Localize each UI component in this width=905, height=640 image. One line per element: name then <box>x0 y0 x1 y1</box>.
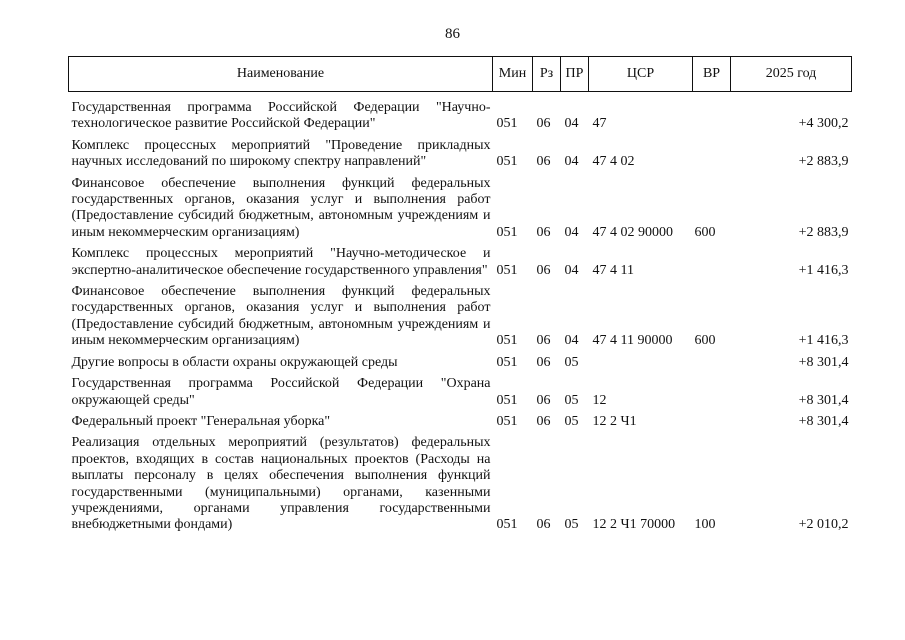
header-rz: Рз <box>533 57 561 92</box>
row-vr: 600 <box>694 224 716 240</box>
table-header <box>69 57 852 92</box>
row-csr <box>589 355 693 376</box>
row-csr: 12 2 Ч1 70000 <box>592 517 676 533</box>
row-csr: 12 2 Ч1 <box>592 413 637 429</box>
row-vr <box>693 376 731 414</box>
row-rz: 06 <box>536 262 551 278</box>
row-min: 051 <box>496 154 518 170</box>
table-row <box>69 435 852 538</box>
row-min: 051 <box>496 413 518 429</box>
header-csr: ЦСР <box>589 57 693 92</box>
row-min: 051 <box>496 354 518 370</box>
table-row <box>69 176 852 247</box>
row-csr: 47 4 02 <box>592 154 635 170</box>
row-pr: 05 <box>564 392 579 408</box>
budget-table <box>68 56 852 539</box>
row-min: 051 <box>496 333 518 349</box>
row-rz: 06 <box>536 413 551 429</box>
row-rz: 06 <box>536 154 551 170</box>
row-vr: 100 <box>694 517 716 533</box>
table-body <box>69 92 852 539</box>
header-min: Мин <box>493 57 533 92</box>
table-row <box>69 138 852 176</box>
row-rz: 06 <box>536 392 551 408</box>
row-pr: 04 <box>564 333 579 349</box>
row-min: 051 <box>496 517 518 533</box>
row-rz: 06 <box>536 354 551 370</box>
row-name: Реализация отдельных мероприятий (результатов) федеральных проектов, входящих в состав национальных проектов (Расходы на выплаты персоналу в целях обеспечения выполнения функций государственными (муниципальными) органами, казенными учреждениями, органами управления государственными внебюджетными фондами) <box>71 435 491 533</box>
row-vr <box>693 355 731 376</box>
row-pr: 04 <box>564 116 579 132</box>
row-amount: +8 301,4 <box>798 354 849 370</box>
table-row <box>69 355 852 376</box>
row-name: Комплекс процессных мероприятий "Проведение прикладных научных исследований по широкому спектру направлений" <box>71 137 491 170</box>
row-amount: +1 416,3 <box>798 262 849 278</box>
header-vr: ВР <box>693 57 731 92</box>
table-row <box>69 92 852 138</box>
row-rz: 06 <box>536 116 551 132</box>
table-row <box>69 246 852 284</box>
row-min: 051 <box>496 116 518 132</box>
header-year: 2025 год <box>731 57 852 92</box>
row-vr <box>693 92 731 138</box>
row-pr: 04 <box>564 154 579 170</box>
row-min: 051 <box>496 392 518 408</box>
row-name: Другие вопросы в области охраны окружающей среды <box>71 354 398 370</box>
row-pr: 05 <box>564 354 579 370</box>
row-pr: 04 <box>564 262 579 278</box>
row-amount: +8 301,4 <box>798 413 849 429</box>
row-vr <box>693 246 731 284</box>
row-name: Государственная программа Российской Федерации "Научно-технологическое развитие Российской Федерации" <box>71 100 491 132</box>
row-rz: 06 <box>536 333 551 349</box>
header-name: Наименование <box>69 57 493 92</box>
row-name: Государственная программа Российской Федерации "Охрана окружающей среды" <box>71 376 491 408</box>
row-amount: +1 416,3 <box>798 333 849 349</box>
row-rz: 06 <box>536 517 551 533</box>
row-csr: 47 4 02 90000 <box>592 224 673 240</box>
row-name: Комплекс процессных мероприятий "Научно-методическое и экспертно-аналитическое обеспечение государственного управления" <box>71 246 491 278</box>
row-name: Финансовое обеспечение выполнения функций федеральных государственных органов, оказания услуг и выполнения работ (Предоставление субсидий бюджетным, автономным учреждениям и иным некоммерческим организациям) <box>71 175 491 240</box>
header-pr: ПР <box>561 57 589 92</box>
row-amount: +2 883,9 <box>798 154 849 170</box>
row-min: 051 <box>496 224 518 240</box>
table-row <box>69 376 852 414</box>
row-amount: +2 883,9 <box>798 224 849 240</box>
row-amount: +2 010,2 <box>798 517 849 533</box>
row-pr: 05 <box>564 413 579 429</box>
row-vr <box>693 138 731 176</box>
row-name: Федеральный проект "Генеральная уборка" <box>71 413 331 429</box>
row-pr: 04 <box>564 224 579 240</box>
row-rz: 06 <box>536 224 551 240</box>
row-name: Финансовое обеспечение выполнения функций федеральных государственных органов, оказания услуг и выполнения работ (Предоставление субсидий бюджетным, автономным учреждениям и иным некоммерческим организациям) <box>71 284 491 349</box>
row-pr: 05 <box>564 517 579 533</box>
row-csr: 12 <box>592 392 607 408</box>
row-vr: 600 <box>694 333 716 349</box>
table-row <box>69 414 852 435</box>
table-row <box>69 284 852 355</box>
row-min: 051 <box>496 262 518 278</box>
row-csr: 47 <box>592 116 607 132</box>
page-number: 86 <box>445 26 460 42</box>
row-vr <box>693 414 731 435</box>
row-amount: +4 300,2 <box>798 116 849 132</box>
row-csr: 47 4 11 90000 <box>592 333 673 349</box>
row-amount: +8 301,4 <box>798 392 849 408</box>
row-csr: 47 4 11 <box>592 262 634 278</box>
